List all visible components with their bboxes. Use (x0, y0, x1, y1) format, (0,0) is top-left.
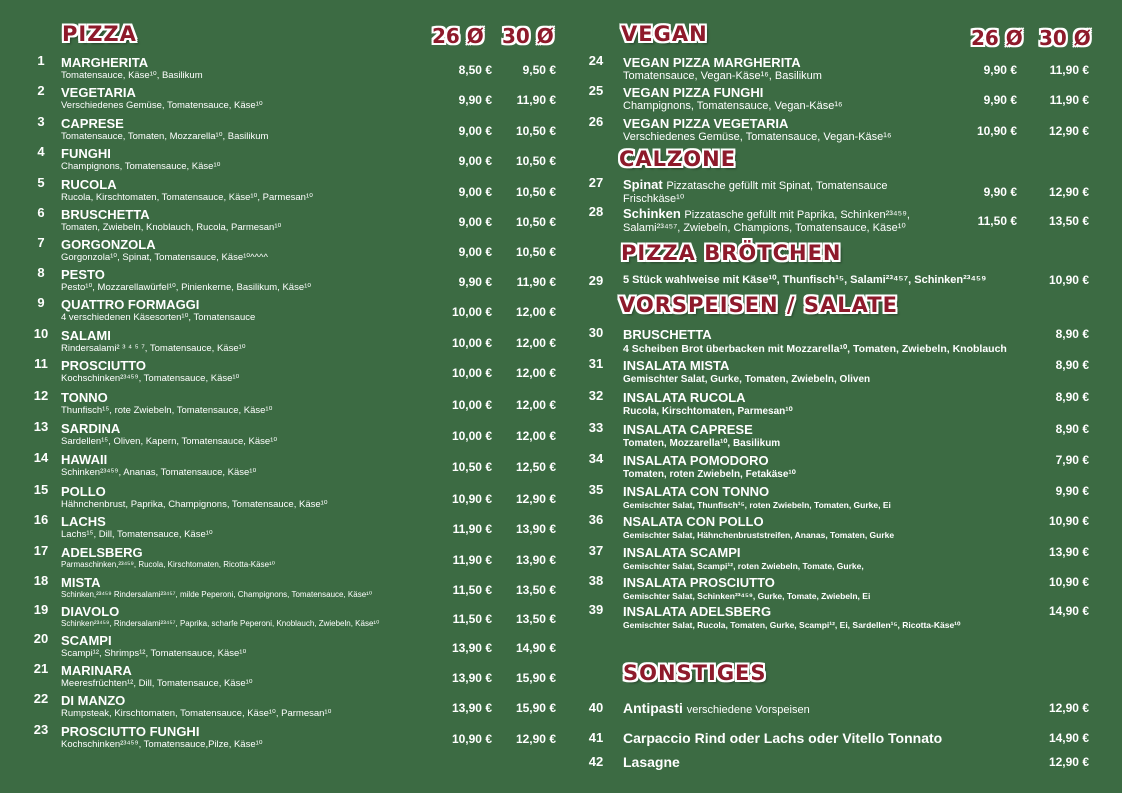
item-name: SCAMPI (61, 633, 112, 648)
item-description: Tomaten, Zwiebeln, Knoblauch, Rucola, Parmesan¹⁰ (61, 222, 282, 233)
item-name: MISTA (61, 575, 101, 590)
price-26: 11,90 € (452, 553, 492, 567)
item-name: BRUSCHETTA (61, 207, 150, 222)
item-description: Salami²³⁴⁵⁷, Zwiebeln, Champions, Tomatensauce, Käse¹⁰ (623, 222, 906, 234)
item-name: INSALATA RUCOLA (623, 390, 746, 405)
item-name: TONNO (61, 390, 108, 405)
item-number: 42 (588, 754, 604, 769)
price-30: 10,50 € (515, 154, 556, 168)
pizza-item (30, 116, 570, 146)
item-description: Champignons, Tomatensauce, Vegan-Käse¹⁶ (623, 100, 843, 112)
item-number: 37 (588, 543, 604, 558)
item-name: SARDINA (61, 421, 121, 436)
price-30: 11,90 € (516, 93, 556, 107)
item-number: 1 (37, 53, 45, 68)
item-description: Champignons, Tomatensauce, Käse¹⁰ (61, 161, 221, 172)
price-30: 12,00 € (515, 429, 556, 443)
item-description: Rumpsteak, Kirschtomaten, Tomatensauce, Käse¹⁰, Parmesan¹⁰ (61, 708, 332, 719)
item-price: 14,90 € (1048, 604, 1089, 618)
pizza-item (30, 575, 570, 605)
price-30: 13,90 € (515, 553, 556, 567)
item-name-text: Antipasti (623, 700, 683, 716)
item-description: Gemischter Salat, Schinken²³⁴⁵⁹, Gurke, Tomate, Zwiebeln, Ei (623, 591, 871, 601)
vorspeisen-heading: VORSPEISEN / SALATE (619, 293, 898, 317)
item-number: 28 (588, 204, 604, 219)
size-26-label: 26 Ø (432, 24, 484, 48)
price-30: 9,50 € (522, 63, 556, 77)
price-26: 10,00 € (451, 336, 492, 350)
price-26: 10,90 € (451, 492, 492, 506)
vegan-item (585, 116, 1105, 146)
item-description: Gemischter Salat, Hähnchenbruststreifen, Ananas, Tomaten, Gurke (623, 530, 895, 540)
item-description: Tomatensauce, Vegan-Käse¹⁶, Basilikum (623, 70, 822, 82)
sonstiges-item (585, 700, 1105, 730)
price-30: 12,90 € (515, 492, 556, 506)
item-number: 10 (33, 326, 49, 341)
item-name: ADELSBERG (61, 545, 143, 560)
item-name: INSALATA POMODORO (623, 453, 769, 468)
pizza-item (30, 693, 570, 723)
item-name: BRUSCHETTA (623, 327, 712, 342)
item-name (623, 754, 680, 770)
calzone-heading: CALZONE (619, 147, 737, 171)
item-number: 20 (33, 631, 49, 646)
calzone-item (585, 177, 1105, 207)
item-number: 16 (33, 512, 49, 527)
pizza-item (30, 724, 570, 754)
sonstiges-item (585, 754, 1105, 784)
item-description: Meeresfrüchten¹², Dill, Tomatensauce, Käse¹⁰ (61, 678, 253, 689)
item-number: 29 (588, 273, 604, 288)
item-description: Gemischter Salat, Scampi¹², roten Zwiebeln, Tomate, Gurke, (623, 561, 864, 571)
item-name (623, 730, 942, 746)
item-price: 12,90 € (1048, 701, 1089, 715)
item-number: 15 (33, 482, 49, 497)
item-name: VEGETARIA (61, 85, 136, 100)
price-26: 9,00 € (458, 215, 492, 229)
item-description: Tomaten, Mozzarella¹⁰, Basilikum (623, 438, 781, 449)
price-30: 10,50 € (515, 215, 556, 229)
salad-item (585, 575, 1105, 605)
pizza-item (30, 633, 570, 663)
sonstiges-heading: SONSTIGES (623, 661, 767, 685)
calzone-item (585, 206, 1105, 236)
item-name-text: Carpaccio Rind oder Lachs oder Vitello Tonnato (623, 730, 943, 746)
pizza-item (30, 177, 570, 207)
item-description: Tomatensauce, Tomaten, Mozzarella¹⁰, Basilikum (61, 131, 269, 142)
item-name: POLLO (61, 484, 106, 499)
price-30: 12,00 € (515, 366, 556, 380)
item-price: 10,90 € (1048, 514, 1089, 528)
item-number: 33 (588, 420, 604, 435)
item-description: Rucola, Kirschtomaten, Tomatensauce, Käse¹⁰, Parmesan¹⁰ (61, 192, 313, 203)
item-name: MARGHERITA (61, 55, 149, 70)
pizza-heading: PIZZA (62, 22, 137, 46)
vegan-size-30-label: 30 Ø (1039, 26, 1091, 50)
pizza-item (30, 85, 570, 115)
item-name: INSALATA CON TONNO (623, 484, 770, 499)
price-30: 15,90 € (515, 701, 556, 715)
pizza-item (30, 663, 570, 693)
broetchen-text: 5 Stück wahlweise mit Käse¹⁰, Thunfisch¹⁵, Salami²³⁴⁵⁷, Schinken²³⁴⁵⁹ (623, 274, 987, 286)
broetchen-heading: PIZZA BRÖTCHEN (621, 241, 842, 265)
pizza-item (30, 545, 570, 575)
pizza-item (30, 207, 570, 237)
price-26: 11,50 € (452, 612, 492, 626)
price-26: 9,00 € (458, 245, 492, 259)
item-number: 38 (588, 573, 604, 588)
item-name: DI MANZO (61, 693, 126, 708)
item-description: Kochschinken²³⁴⁵⁹, Tomatensauce,Pilze, Käse¹⁰ (61, 739, 263, 750)
item-number: 41 (588, 730, 604, 745)
price-26: 10,00 € (451, 366, 492, 380)
item-price: 8,90 € (1055, 390, 1089, 404)
price-26: 9,90 € (983, 185, 1017, 199)
price-30: 12,50 € (515, 460, 556, 474)
item-name (623, 177, 888, 192)
item-price: 13,90 € (1048, 545, 1089, 559)
item-number: 14 (33, 450, 49, 465)
item-number: 35 (588, 482, 604, 497)
item-description: Rindersalami² ³ ⁴ ⁵ ⁷, Tomatensauce, Käse¹⁰ (61, 343, 246, 354)
item-inline-description: verschiedene Vorspeisen (686, 704, 810, 716)
price-30: 11,90 € (1049, 93, 1089, 107)
item-name: INSALATA MISTA (623, 358, 730, 373)
price-30: 13,50 € (1048, 214, 1089, 228)
item-number: 12 (33, 388, 49, 403)
item-inline-description: Pizzatasche gefüllt mit Spinat, Tomatensauce (666, 180, 888, 192)
pizza-item (30, 390, 570, 420)
item-description: Parmaschinken,²³⁴⁵⁹, Rucola, Kirschtomaten, Ricotta-Käse¹⁰ (61, 560, 275, 569)
broetchen-price: 10,90 € (1048, 273, 1089, 287)
item-number: 26 (588, 114, 604, 129)
price-30: 11,90 € (1049, 63, 1089, 77)
item-price: 10,90 € (1048, 575, 1089, 589)
price-30: 15,90 € (515, 671, 556, 685)
price-26: 13,90 € (451, 641, 492, 655)
item-number: 19 (33, 602, 49, 617)
item-number: 30 (588, 325, 604, 340)
price-30: 13,50 € (515, 583, 556, 597)
item-number: 2 (37, 83, 45, 98)
item-number: 9 (37, 295, 45, 310)
item-description: Thunfisch¹⁵, rote Zwiebeln, Tomatensauce, Käse¹⁰ (61, 405, 273, 416)
item-description: 4 verschiedenen Käsesorten¹⁰, Tomatensauce (61, 312, 256, 323)
price-26: 9,90 € (983, 93, 1017, 107)
price-30: 14,90 € (515, 641, 556, 655)
item-number: 6 (37, 205, 45, 220)
item-number: 4 (37, 144, 45, 159)
price-26: 9,90 € (983, 63, 1017, 77)
price-26: 9,00 € (458, 124, 492, 138)
item-number: 21 (33, 661, 49, 676)
price-26: 10,00 € (451, 398, 492, 412)
salad-item (585, 453, 1105, 483)
item-name: VEGAN PIZZA FUNGHI (623, 85, 764, 100)
item-description: Lachs¹⁵, Dill, Tomatensauce, Käse¹⁰ (61, 529, 213, 540)
item-number: 31 (588, 356, 604, 371)
item-number: 34 (588, 451, 604, 466)
pizza-item (30, 484, 570, 514)
item-name (623, 700, 810, 716)
price-30: 10,50 € (515, 185, 556, 199)
item-name: HAWAII (61, 452, 108, 467)
vegan-size-26-label: 26 Ø (971, 26, 1023, 50)
item-description: Verschiedenes Gemüse, Tomatensauce, Käse¹⁰ (61, 100, 263, 111)
item-number: 5 (37, 175, 45, 190)
item-price: 7,90 € (1055, 453, 1089, 467)
item-price: 9,90 € (1055, 484, 1089, 498)
pizza-item (30, 297, 570, 327)
price-26: 10,90 € (451, 732, 492, 746)
price-26: 10,50 € (451, 460, 492, 474)
price-30: 11,90 € (516, 275, 556, 289)
item-number: 39 (588, 602, 604, 617)
price-30: 10,50 € (515, 124, 556, 138)
item-name: GORGONZOLA (61, 237, 156, 252)
item-name: NSALATA CON POLLO (623, 514, 764, 529)
item-number: 32 (588, 388, 604, 403)
item-description: Gemischter Salat, Thunfisch¹⁵, roten Zwiebeln, Tomaten, Gurke, Ei (623, 500, 891, 510)
salad-item (585, 390, 1105, 420)
item-inline-description: Pizzatasche gefüllt mit Paprika, Schinken²³⁴⁵⁹, (684, 209, 910, 221)
salad-item (585, 514, 1105, 544)
item-name: CAPRESE (61, 116, 124, 131)
price-26: 11,90 € (452, 522, 492, 536)
item-name: INSALATA ADELSBERG (623, 604, 772, 619)
item-description: Gorgonzola¹⁰, Spinat, Tomatensauce, Käse¹⁰^^^^ (61, 252, 268, 263)
item-name-text: Schinken (623, 206, 681, 221)
price-26: 9,90 € (458, 275, 492, 289)
item-description: 4 Scheiben Brot überbacken mit Mozzarella¹⁰, Tomaten, Zwiebeln, Knoblauch (623, 343, 1007, 355)
item-number: 24 (588, 53, 604, 68)
item-description: Pesto¹⁰, Mozzarellawürfel¹⁰, Pinienkerne, Basilikum, Käse¹⁰ (61, 282, 312, 293)
item-number: 23 (33, 722, 49, 737)
item-number: 22 (33, 691, 49, 706)
price-30: 13,90 € (515, 522, 556, 536)
pizza-item (30, 452, 570, 482)
item-name: INSALATA PROSCIUTTO (623, 575, 775, 590)
item-number: 17 (33, 543, 49, 558)
item-description: Schinken²³⁴⁵⁹, Ananas, Tomatensauce, Käse¹⁰ (61, 467, 257, 478)
item-name: QUATTRO FORMAGGI (61, 297, 200, 312)
item-price: 8,90 € (1055, 327, 1089, 341)
item-name: VEGAN PIZZA MARGHERITA (623, 55, 801, 70)
item-description: Kochschinken²³⁴⁵⁹, Tomatensauce, Käse¹⁰ (61, 373, 240, 384)
price-26: 9,00 € (458, 154, 492, 168)
item-description: Frischkäse¹⁰ (623, 193, 685, 205)
item-price: 12,90 € (1048, 755, 1089, 769)
price-30: 13,50 € (515, 612, 556, 626)
item-name: RUCOLA (61, 177, 117, 192)
price-26: 13,90 € (451, 671, 492, 685)
price-30: 12,00 € (515, 305, 556, 319)
item-name: MARINARA (61, 663, 132, 678)
price-26: 8,50 € (458, 63, 492, 77)
price-26: 10,90 € (976, 124, 1017, 138)
pizza-item (30, 604, 570, 634)
price-30: 12,00 € (515, 398, 556, 412)
price-30: 12,90 € (515, 732, 556, 746)
item-name: LACHS (61, 514, 106, 529)
item-name: FUNGHI (61, 146, 111, 161)
price-26: 10,00 € (451, 305, 492, 319)
item-name: INSALATA CAPRESE (623, 422, 753, 437)
item-description: Sardellen¹⁵, Oliven, Kapern, Tomatensauce, Käse¹⁰ (61, 436, 278, 447)
pizza-item (30, 514, 570, 544)
vegan-item (585, 55, 1105, 85)
item-number: 13 (33, 419, 49, 434)
price-26: 13,90 € (451, 701, 492, 715)
price-30: 12,90 € (1048, 185, 1089, 199)
item-name: PROSCIUTTO FUNGHI (61, 724, 200, 739)
vegan-heading: VEGAN (621, 22, 708, 46)
item-description: Scampi¹², Shrimps¹², Tomatensauce, Käse¹⁰ (61, 648, 247, 659)
item-description: Verschiedenes Gemüse, Tomatensauce, Vegan-Käse¹⁶ (623, 131, 892, 143)
price-26: 11,50 € (452, 583, 492, 597)
pizza-item (30, 146, 570, 176)
pizza-item (30, 267, 570, 297)
salad-item (585, 604, 1105, 634)
item-name-text: Spinat (623, 177, 663, 192)
item-description: Tomaten, roten Zwiebeln, Fetakäse¹⁰ (623, 469, 796, 480)
salad-item (585, 358, 1105, 388)
item-name: DIAVOLO (61, 604, 120, 619)
item-name (623, 206, 910, 221)
item-description: Schinken,²³⁴⁵⁹ Rindersalami²³⁴⁵⁷, milde Peperoni, Champignons, Tomatensauce, Käse¹⁰ (61, 590, 373, 599)
item-name: SALAMI (61, 328, 111, 343)
item-number: 40 (588, 700, 604, 715)
price-26: 10,00 € (451, 429, 492, 443)
item-number: 36 (588, 512, 604, 527)
item-description: Gemischter Salat, Gurke, Tomaten, Zwiebeln, Oliven (623, 374, 871, 385)
salad-item (585, 422, 1105, 452)
item-number: 8 (37, 265, 45, 280)
pizza-item (30, 55, 570, 85)
vegan-item (585, 85, 1105, 115)
item-name: VEGAN PIZZA VEGETARIA (623, 116, 789, 131)
item-number: 11 (34, 356, 48, 371)
size-30-label: 30 Ø (502, 24, 554, 48)
item-description: Rucola, Kirschtomaten, Parmesan¹⁰ (623, 406, 793, 417)
item-name: INSALATA SCAMPI (623, 545, 741, 560)
salad-item (585, 484, 1105, 514)
pizza-item (30, 358, 570, 388)
price-30: 10,50 € (515, 245, 556, 259)
item-description: Gemischter Salat, Rucola, Tomaten, Gurke, Scampi¹², Ei, Sardellen¹⁵, Ricotta-Käse¹⁰ (623, 620, 961, 630)
item-name: PROSCIUTTO (61, 358, 146, 373)
price-26: 9,90 € (458, 93, 492, 107)
item-name: PESTO (61, 267, 105, 282)
item-number: 3 (37, 114, 45, 129)
item-price: 8,90 € (1055, 358, 1089, 372)
price-30: 12,90 € (1048, 124, 1089, 138)
item-number: 27 (588, 175, 604, 190)
item-name-text: Lasagne (623, 754, 680, 770)
item-number: 25 (588, 83, 604, 98)
item-description: Tomatensauce, Käse¹⁰, Basilikum (61, 70, 203, 81)
price-26: 9,00 € (458, 185, 492, 199)
item-description: Schinken²³⁴⁵⁹, Rindersalami²³⁴⁵⁷, Paprika, scharfe Peperoni, Knoblauch, Zwiebeln, Käse¹⁰ (61, 619, 380, 628)
pizza-item (30, 421, 570, 451)
item-number: 7 (37, 235, 45, 250)
salad-item (585, 327, 1105, 357)
salad-item (585, 545, 1105, 575)
item-description: Hähnchenbrust, Paprika, Champignons, Tomatensauce, Käse¹⁰ (61, 499, 328, 510)
item-number: 18 (33, 573, 49, 588)
price-30: 12,00 € (515, 336, 556, 350)
pizza-item (30, 328, 570, 358)
item-price: 8,90 € (1055, 422, 1089, 436)
price-26: 11,50 € (977, 214, 1017, 228)
pizza-item (30, 237, 570, 267)
item-price: 14,90 € (1048, 731, 1089, 745)
